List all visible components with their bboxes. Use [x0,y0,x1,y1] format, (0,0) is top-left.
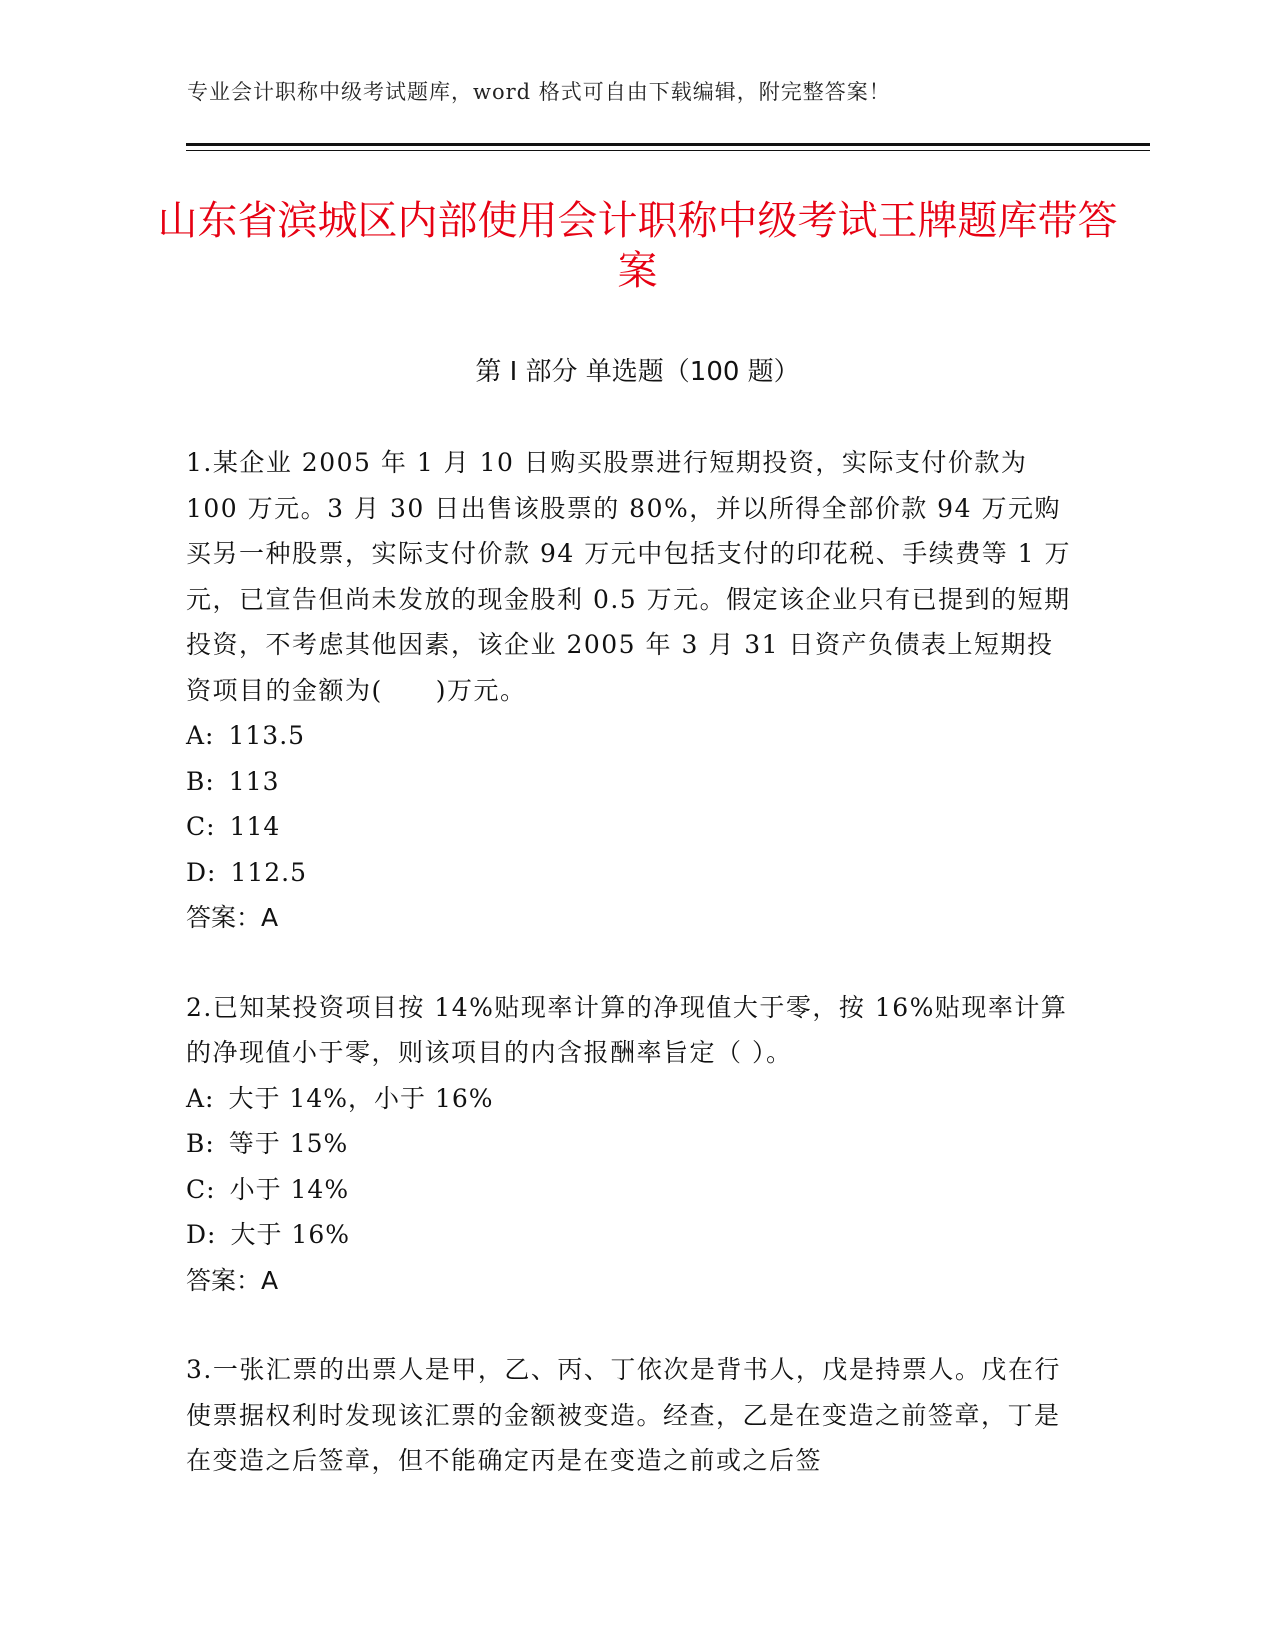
option-text: 112.5 [230,857,308,887]
question-list [186,440,1076,1528]
question-1 [186,440,1076,941]
option-key: B: [186,1129,215,1158]
option-text: 114 [229,812,281,841]
question-3 [186,1347,1076,1484]
answer-line: 答案：A [186,903,279,932]
option-a [186,1076,1076,1122]
option-d [186,850,1076,896]
option-text: 113 [228,766,280,796]
option-a [186,713,1076,759]
answer-line: 答案：A [186,1265,279,1295]
option-text: 大于 14%，小于 16% [228,1083,494,1113]
option-text: 等于 15% [228,1129,349,1158]
option-text: 113.5 [228,721,306,750]
question-2 [186,985,1076,1304]
option-text: 大于 16% [230,1220,350,1249]
question-stem: 2.已知某投资项目按 14%贴现率计算的净现值大于零，按 16%贴现率计算的净现值小于零，则该项目的内含报酬率旨定（ ）。 [186,992,1068,1067]
option-key: C: [186,812,216,841]
option-c [186,1167,1076,1213]
option-d [186,1212,1076,1258]
section-heading: 第 I 部分 单选题（100 题） [475,357,800,387]
option-key: A: [186,721,215,750]
option-text: 小于 14% [229,1174,350,1204]
option-key: D: [186,857,217,887]
option-b [186,759,1076,805]
question-stem: 1.某企业 2005 年 1 月 10 日购买股票进行短期投资，实际支付价款为 100 万元。3 月 30 日出售该股票的 80%，并以所得全部价款 94 万元购买另一种股票，实际支付价款 94 万元中包括支付的印花税、手续费等 1 万元，已宣告但尚未发放的现金股利 0.5 万元。假定该企业只有已提到的短期投资，不考虑其他因素，该企业 2005 年 3 月 31 日资产负债表上短期投资项目的金额为( )万元。 [186,448,1072,705]
header-rule-thick [186,143,1150,146]
option-key: C: [186,1174,216,1204]
document-title: 山东省滨城区内部使用会计职称中级考试王牌题库带答案 [157,198,1118,294]
option-c [186,804,1076,850]
header-rule-thin [186,150,1150,151]
option-key: A: [186,1083,215,1113]
page-header-text: 专业会计职称中级考试题库，word 格式可自由下载编辑，附完整答案！ [187,80,891,104]
option-key: B: [186,766,215,796]
option-key: D: [186,1220,217,1249]
question-stem: 3.一张汇票的出票人是甲，乙、丙、丁依次是背书人，戊是持票人。戊在行使票据权利时发现该汇票的金额被变造。经查，乙是在变造之前签章，丁是在变造之后签章，但不能确定丙是在变造之前或之后签 [186,1355,1061,1475]
option-b [186,1121,1076,1167]
